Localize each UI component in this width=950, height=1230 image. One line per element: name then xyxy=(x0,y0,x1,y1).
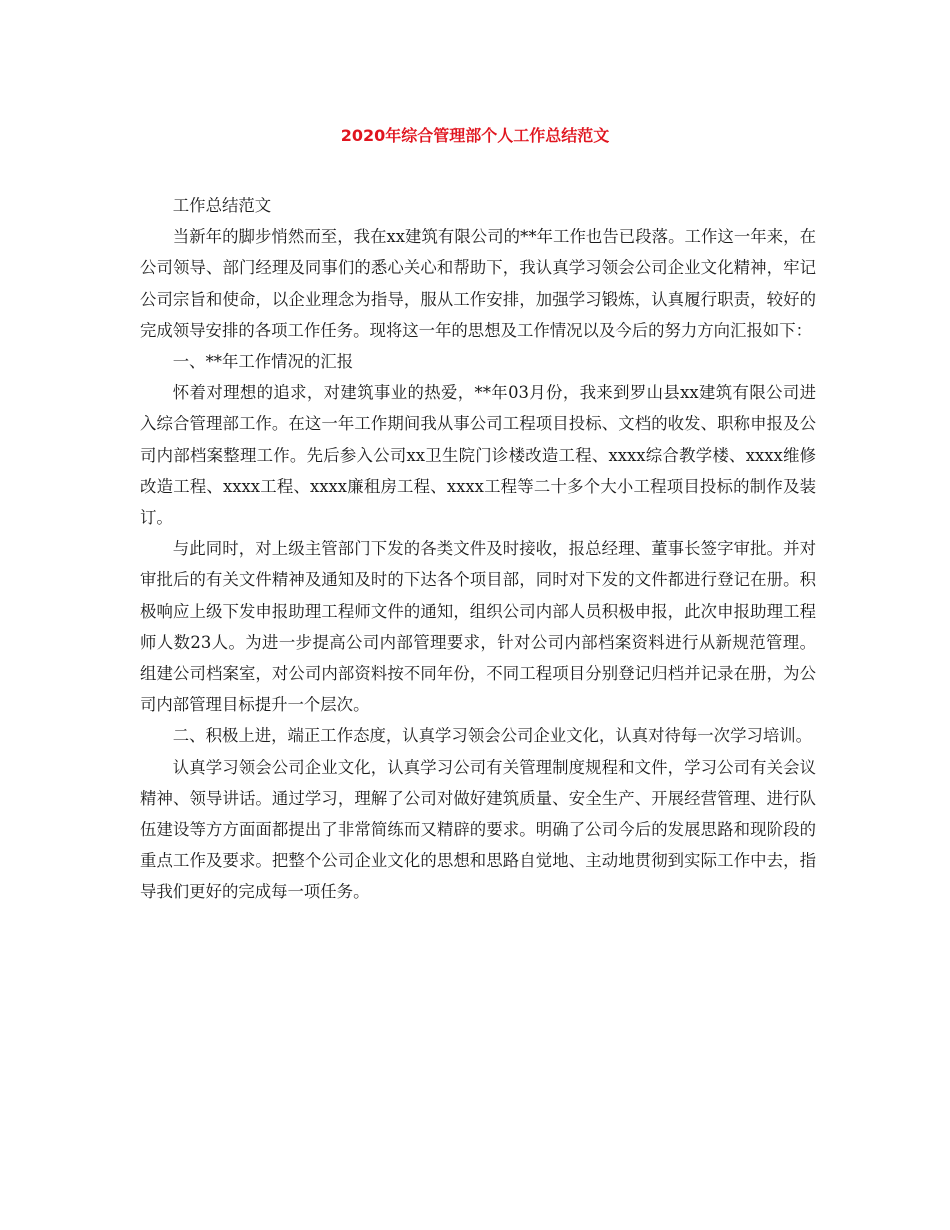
paragraph-study: 认真学习领会公司企业文化，认真学习公司有关管理制度规程和文件，学习公司有关会议精神、领导讲话。通过学习，理解了公司对做好建筑质量、安全生产、开展经营管理、进行队伍建设等方方面面都提出了非常简练而又精辟的要求。明确了公司今后的发展思路和现阶段的重点工作及要求。把整个公司企业文化的思想和思路自觉地、主动地贯彻到实际工作中去，指导我们更好的完成每一项任务。 xyxy=(140,757,816,902)
document-body xyxy=(140,190,816,908)
paragraph-documents: 与此同时，对上级主管部门下发的各类文件及时接收，报总经理、董事长签字审批。并对审批后的有关文件精神及通知及时的下达各个项目部，同时对下发的文件都进行登记在册。积极响应上级下发申报助理工程师文件的通知，组织公司内部人员积极申报，此次申报助理工程师人数23人。为进一步提高公司内部管理要求，针对公司内部档案资料进行从新规范管理。组建公司档案室，对公司内部资料按不同年份，不同工程项目分别登记归档并记录在册，为公司内部管理目标提升一个层次。 xyxy=(140,539,816,715)
paragraph-work-report: 怀着对理想的追求，对建筑事业的热爱，**年03月份，我来到罗山县xx建筑有限公司进入综合管理部工作。在这一年工作期间我从事公司工程项目投标、文档的收发、职称申报及公司内部档案整理工作。先后参入公司xx卫生院门诊楼改造工程、xxxx综合教学楼、xxxx维修改造工程、xxxx工程、xxxx廉租房工程、xxxx工程等二十多个大小工程项目投标的制作及装订。 xyxy=(140,383,816,528)
document-title: 2020年综合管理部个人工作总结范文 xyxy=(340,126,610,145)
section-heading-1: 一、**年工作情况的汇报 xyxy=(172,352,354,372)
section-heading-2: 二、积极上进，端正工作态度，认真学习领会公司企业文化，认真对待每一次学习培训。 xyxy=(172,726,813,746)
paragraph-heading: 工作总结范文 xyxy=(172,196,272,215)
paragraph-intro: 当新年的脚步悄然而至，我在xx建筑有限公司的**年工作也告已段落。工作这一年来，在公司领导、部门经理及同事们的悉心关心和帮助下，我认真学习领会公司企业文化精神，牢记公司宗旨和使命，以企业理念为指导，服从工作安排，加强学习锻炼，认真履行职责，较好的完成领导安排的各项工作任务。现将这一年的思想及工作情况以及今后的努力方向汇报如下： xyxy=(140,227,816,340)
